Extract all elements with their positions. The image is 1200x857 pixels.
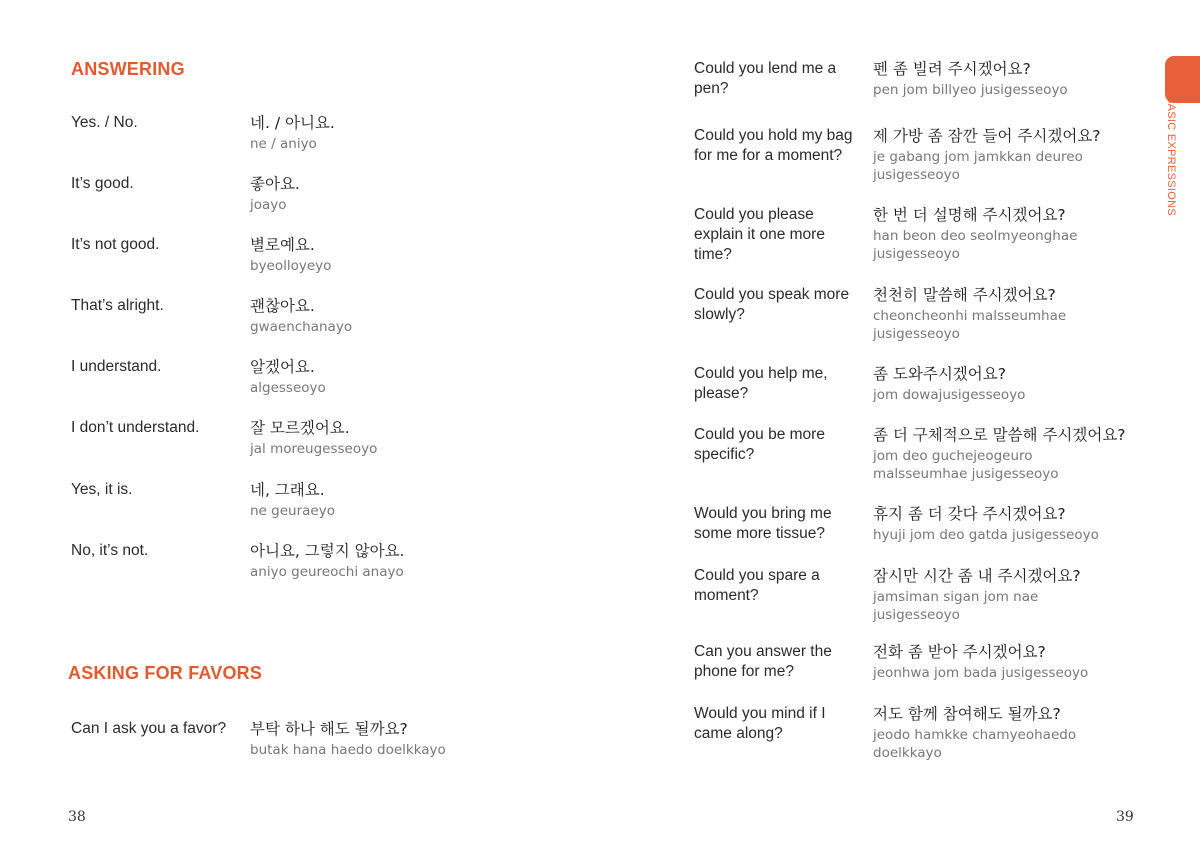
korean-phrase: 별로예요. bbox=[250, 236, 315, 254]
korean-phrase: 알겠어요. bbox=[250, 358, 315, 376]
romanization: ne / aniyo bbox=[250, 136, 317, 152]
english-phrase: Would you mind if I came along? bbox=[694, 705, 826, 742]
english-phrase: Could you be more specific? bbox=[694, 426, 825, 463]
korean-phrase: 천천히 말씀해 주시겠어요? bbox=[873, 286, 1056, 304]
korean-phrase: 괜찮아요. bbox=[250, 297, 315, 315]
english-phrase: I don’t understand. bbox=[71, 419, 200, 436]
page-number: 38 bbox=[68, 809, 86, 825]
korean-phrase: 잘 모르겠어요. bbox=[250, 419, 350, 437]
romanization: jamsiman sigan jom nae jusigesseoyo bbox=[873, 589, 1039, 623]
english-phrase: Would you bring me some more tissue? bbox=[694, 505, 832, 542]
korean-phrase: 좋아요. bbox=[250, 175, 300, 193]
english-phrase: It’s good. bbox=[71, 175, 134, 192]
korean-phrase: 저도 함께 참여해도 될까요? bbox=[873, 705, 1061, 723]
korean-phrase: 네, 그래요. bbox=[250, 481, 325, 499]
romanization: byeolloyeyo bbox=[250, 258, 332, 274]
romanization: joayo bbox=[250, 197, 287, 213]
romanization: butak hana haedo doelkkayo bbox=[250, 742, 446, 758]
right-page bbox=[600, 0, 1200, 857]
romanization: jom deo guchejeogeuro malsseumhae jusigesseoyo bbox=[873, 448, 1059, 482]
romanization: jeodo hamkke chamyeohaedo doelkkayo bbox=[873, 727, 1077, 761]
english-phrase: Could you spare a moment? bbox=[694, 567, 820, 604]
english-phrase: It’s not good. bbox=[71, 236, 160, 253]
romanization: jom dowajusigesseoyo bbox=[873, 387, 1026, 403]
korean-phrase: 제 가방 좀 잠깐 들어 주시겠어요? bbox=[873, 127, 1101, 145]
romanization: jal moreugesseoyo bbox=[250, 441, 378, 457]
romanization: pen jom billyeo jusigesseoyo bbox=[873, 82, 1068, 98]
english-phrase: Could you help me, please? bbox=[694, 365, 828, 402]
korean-phrase: 잠시만 시간 좀 내 주시겠어요? bbox=[873, 567, 1081, 585]
english-phrase: I understand. bbox=[71, 358, 162, 375]
heading-asking-for-favors: ASKING FOR FAVORS bbox=[68, 663, 263, 683]
korean-phrase: 한 번 더 설명해 주시겠어요? bbox=[873, 206, 1066, 224]
korean-phrase: 휴지 좀 더 갖다 주시겠어요? bbox=[873, 505, 1066, 523]
english-phrase: Could you lend me a pen? bbox=[694, 60, 837, 97]
english-phrase: Yes, it is. bbox=[71, 481, 133, 498]
romanization: hyuji jom deo gatda jusigesseoyo bbox=[873, 527, 1099, 543]
english-phrase: Could you hold my bag for me for a moment? bbox=[694, 127, 853, 164]
english-phrase: That’s alright. bbox=[71, 297, 164, 314]
korean-phrase: 펜 좀 빌려 주시겠어요? bbox=[873, 60, 1031, 78]
romanization: algesseoyo bbox=[250, 380, 326, 396]
romanization: jeonhwa jom bada jusigesseoyo bbox=[873, 665, 1089, 681]
romanization: aniyo geureochi anayo bbox=[250, 564, 404, 580]
romanization: cheoncheonhi malsseumhae jusigesseoyo bbox=[873, 308, 1067, 342]
english-phrase: Can I ask you a favor? bbox=[71, 720, 227, 737]
english-phrase: Could you please explain it one more time? bbox=[694, 206, 825, 263]
korean-phrase: 네. / 아니요. bbox=[250, 114, 335, 132]
korean-phrase: 좀 도와주시겠어요? bbox=[873, 365, 1006, 383]
korean-phrase: 좀 더 구체적으로 말씀해 주시겠어요? bbox=[873, 426, 1126, 444]
english-phrase: Yes. / No. bbox=[71, 114, 138, 131]
romanization: han beon deo seolmyeonghae jusigesseoyo bbox=[873, 228, 1078, 262]
chapter-tab-label: BASIC EXPRESSIONS bbox=[1165, 96, 1177, 217]
korean-phrase: 아니요, 그렇지 않아요. bbox=[250, 542, 405, 560]
korean-phrase: 전화 좀 받아 주시겠어요? bbox=[873, 643, 1046, 661]
english-phrase: Can you answer the phone for me? bbox=[694, 643, 832, 680]
romanization: je gabang jom jamkkan deureo jusigesseoyo bbox=[873, 149, 1083, 183]
korean-phrase: 부탁 하나 해도 될까요? bbox=[250, 720, 408, 738]
page-number: 39 bbox=[1116, 809, 1134, 825]
romanization: gwaenchanayo bbox=[250, 319, 353, 335]
english-phrase: No, it’s not. bbox=[71, 542, 149, 559]
romanization: ne geuraeyo bbox=[250, 503, 335, 519]
english-phrase: Could you speak more slowly? bbox=[694, 286, 850, 323]
heading-answering: ANSWERING bbox=[71, 59, 185, 79]
